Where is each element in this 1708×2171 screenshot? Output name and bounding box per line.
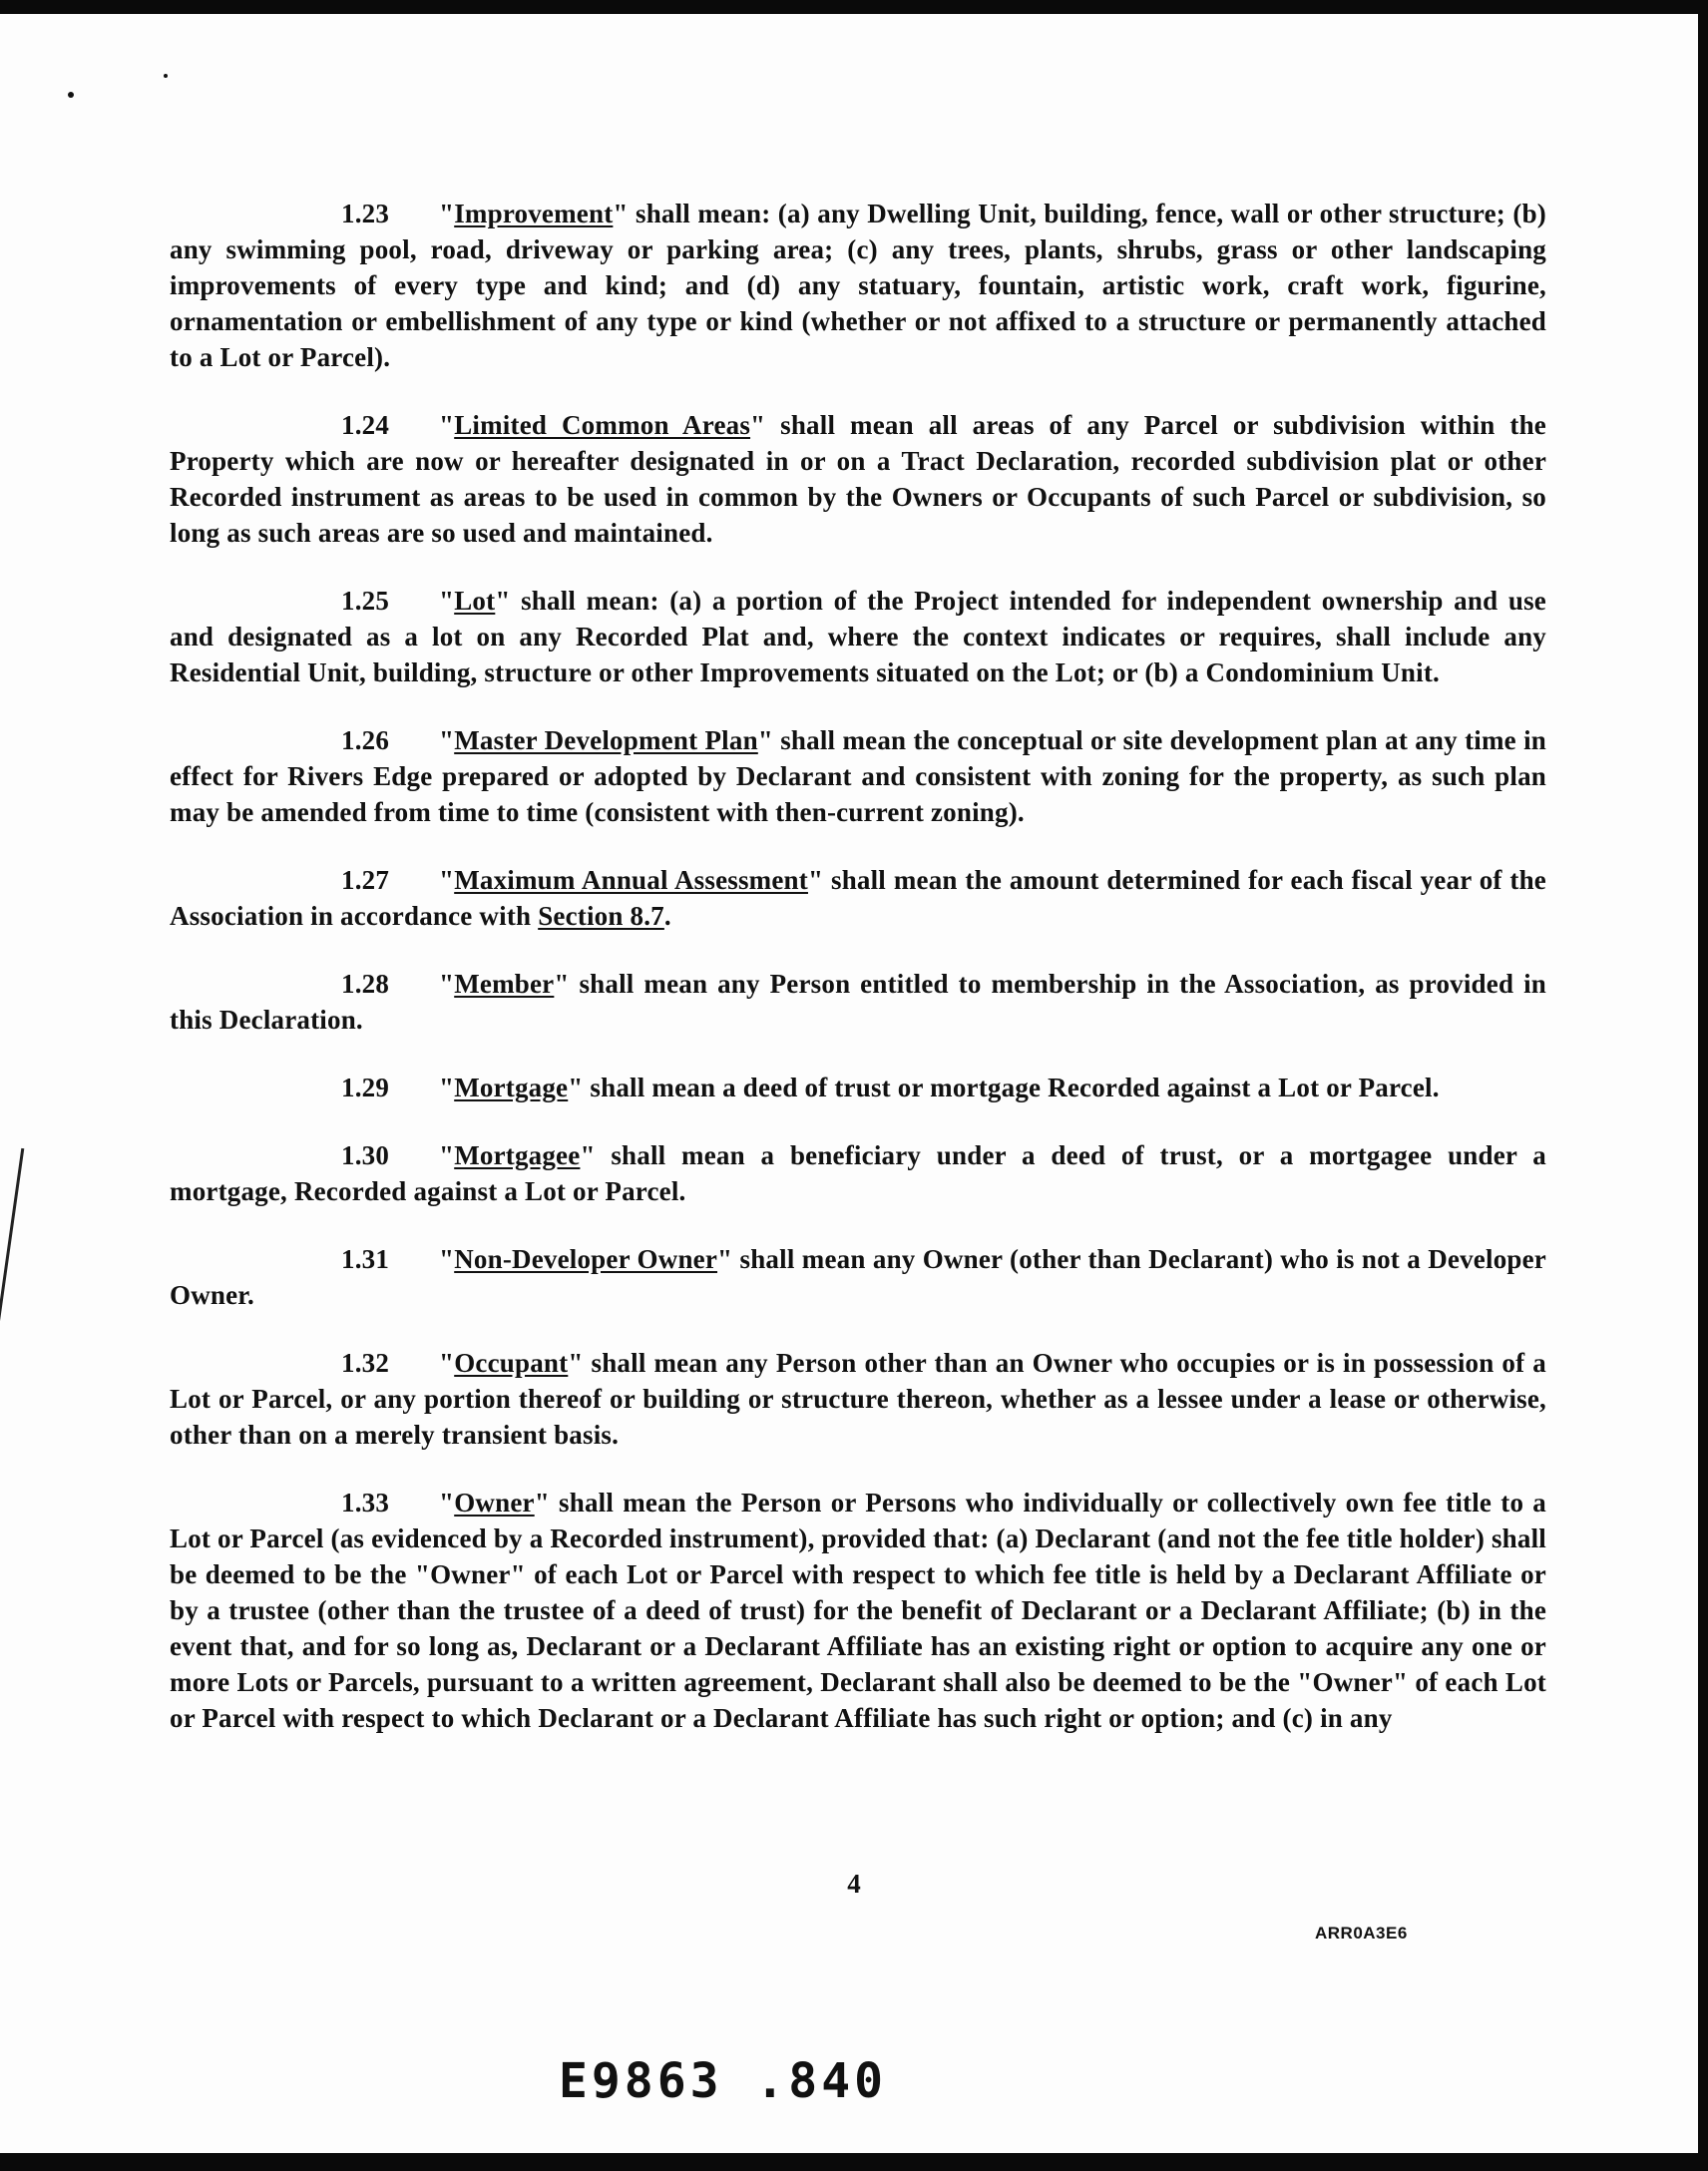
scan-border-top [0,0,1708,14]
scan-speck [164,74,168,78]
section-number: 1.25 [341,586,390,616]
defined-term: Improvement [454,199,614,228]
section-number: 1.29 [341,1073,390,1102]
definition-paragraph: 1.29 "Mortgage" shall mean a deed of trust or mortgage Recorded against a Lot or Parcel. [170,1070,1546,1105]
definition-paragraph: 1.26 "Master Development Plan" shall mean the conceptual or site development plan at any time in effect for Rivers Edge prepared or adopted by Declarant and consistent with zoning for the property, as such plan may be amended from time to time (consistent with then-current zoning). [170,722,1546,830]
section-number: 1.24 [341,410,390,440]
defined-term: Maximum Annual Assessment [454,865,808,895]
section-number: 1.31 [341,1244,390,1274]
scan-border-bottom [0,2153,1708,2171]
scan-artifact-line [0,1148,24,1366]
section-number: 1.28 [341,969,390,999]
recording-stamp: E9863 .840 [559,2053,887,2109]
page-number: 4 [847,1869,861,1899]
definition-text: shall mean: (a) a portion of the Project intended for independent ownership and use and designated as a lot on any Recorded Plat and, where the context indicates or requires, shall include any Residential Unit, building, structure or other Improvements situated on the Lot; or (b) a Condominium Unit. [170,586,1546,687]
definition-paragraph: 1.32 "Occupant" shall mean any Person other than an Owner who occupies or is in possession of a Lot or Parcel, or any portion thereof or building or structure thereon, whether as a lessee under a lease or otherwise, other than on a merely transient basis. [170,1345,1546,1453]
definition-text: shall mean: (a) any Dwelling Unit, building, fence, wall or other structure; (b) any swimming pool, road, driveway or parking area; (c) any trees, plants, shrubs, grass or other landscaping improvements of every type and kind; and (d) any statuary, fountain, artistic work, craft work, figurine, ornamentation or embellishment of any type or kind (whether or not affixed to a structure or permanently attached to a Lot or Parcel). [170,199,1546,372]
section-number: 1.32 [341,1348,390,1378]
section-number: 1.23 [341,199,390,228]
document-body [170,196,1546,1768]
definition-text: shall mean any Person other than an Owner who occupies or is in possession of a Lot or Parcel, or any portion thereof or building or structure thereon, whether as a lessee under a lease or otherwise, other than on a merely transient basis. [170,1348,1546,1450]
defined-term: Owner [454,1488,535,1518]
definition-text: shall mean any Person entitled to membership in the Association, as provided in this Declaration. [170,969,1546,1035]
section-number: 1.30 [341,1140,390,1170]
defined-term: Limited Common Areas [454,410,751,440]
section-number: 1.26 [341,725,390,755]
defined-term: Mortgage [454,1073,569,1102]
defined-term: Occupant [454,1348,569,1378]
defined-term: Lot [454,586,496,616]
section-number: 1.27 [341,865,390,895]
definition-paragraph: 1.25 "Lot" shall mean: (a) a portion of the Project intended for independent ownership and use and designated as a lot on any Recorded Plat and, where the context indicates or requires, shall include any Residential Unit, building, structure or other Improvements situated on the Lot; or (b) a Condominium Unit. [170,583,1546,690]
definition-tail: . [663,901,671,931]
defined-term: Member [454,969,555,999]
definition-paragraph: 1.30 "Mortgagee" shall mean a beneficiary under a deed of trust, or a mortgagee under a mortgage, Recorded against a Lot or Parcel. [170,1137,1546,1209]
definition-text: shall mean the conceptual or site development plan at any time in effect for Rivers Edge prepared or adopted by Declarant and consistent with zoning for the property, as such plan may be amended from time to time (consistent with then-current zoning). [170,725,1546,827]
definition-text: shall mean any Owner (other than Declarant) who is not a Developer Owner. [170,1244,1546,1310]
section-number: 1.33 [341,1488,390,1518]
scan-border-right [1698,0,1708,2171]
section-reference: Section 8.7 [538,901,664,931]
defined-term: Non-Developer Owner [454,1244,718,1274]
defined-term: Master Development Plan [454,725,758,755]
document-code: ARR0A3E6 [1315,1924,1408,1943]
scan-speck [68,92,74,98]
definition-paragraph: 1.33 "Owner" shall mean the Person or Persons who individually or collectively own fee title to a Lot or Parcel (as evidenced by a Recorded instrument), provided that: (a) Declarant (and not the fee title holder) shall be deemed to be the "Owner" of each Lot or Parcel with respect to which fee title is held by a Declarant Affiliate or by a trustee (other than the trustee of a deed of trust) for the benefit of Declarant or a Declarant Affiliate; (b) in the event that, and for so long as, Declarant or a Declarant Affiliate has an existing right or option to acquire any one or more Lots or Parcels, pursuant to a written agreement, Declarant shall also be deemed to be the "Owner" of each Lot or Parcel with respect to which Declarant or a Declarant Affiliate has such right or option; and (c) in any [170,1485,1546,1736]
definition-text: shall mean a beneficiary under a deed of trust, or a mortgagee under a mortgage, Recorded against a Lot or Parcel. [170,1140,1546,1206]
definition-paragraph: 1.27 "Maximum Annual Assessment" shall mean the amount determined for each fiscal year of the Association in accordance with Section 8.7. [170,862,1546,934]
definition-text: shall mean the Person or Persons who individually or collectively own fee title to a Lot or Parcel (as evidenced by a Recorded instrument), provided that: (a) Declarant (and not the fee title holder) shall be deemed to be the "Owner" of each Lot or Parcel with respect to which fee title is held by a Declarant Affiliate or by a trustee (other than the trustee of a deed of trust) for the benefit of Declarant or a Declarant Affiliate; (b) in the event that, and for so long as, Declarant or a Declarant Affiliate has an existing right or option to acquire any one or more Lots or Parcels, pursuant to a written agreement, Declarant shall also be deemed to be the "Owner" of each Lot or Parcel with respect to which Declarant or a Declarant Affiliate has such right or option; and (c) in any [170,1488,1546,1733]
definition-paragraph: 1.23 "Improvement" shall mean: (a) any Dwelling Unit, building, fence, wall or other structure; (b) any swimming pool, road, driveway or parking area; (c) any trees, plants, shrubs, grass or other landscaping improvements of every type and kind; and (d) any statuary, fountain, artistic work, craft work, figurine, ornamentation or embellishment of any type or kind (whether or not affixed to a structure or permanently attached to a Lot or Parcel). [170,196,1546,375]
defined-term: Mortgagee [454,1140,581,1170]
definition-paragraph: 1.24 "Limited Common Areas" shall mean all areas of any Parcel or subdivision within the Property which are now or hereafter designated in or on a Tract Declaration, recorded subdivision plat or other Recorded instrument as areas to be used in common by the Owners or Occupants of such Parcel or subdivision, so long as such areas are so used and maintained. [170,407,1546,551]
definition-text: shall mean the amount determined for each fiscal year of the Association in accordance with [170,865,1546,931]
definition-paragraph: 1.31 "Non-Developer Owner" shall mean any Owner (other than Declarant) who is not a Developer Owner. [170,1241,1546,1313]
definition-text: shall mean a deed of trust or mortgage Recorded against a Lot or Parcel. [583,1073,1440,1102]
definition-text: shall mean all areas of any Parcel or subdivision within the Property which are now or hereafter designated in or on a Tract Declaration, recorded subdivision plat or other Recorded instrument as areas to be used in common by the Owners or Occupants of such Parcel or subdivision, so long as such areas are so used and maintained. [170,410,1546,548]
definition-paragraph: 1.28 "Member" shall mean any Person entitled to membership in the Association, as provided in this Declaration. [170,966,1546,1038]
